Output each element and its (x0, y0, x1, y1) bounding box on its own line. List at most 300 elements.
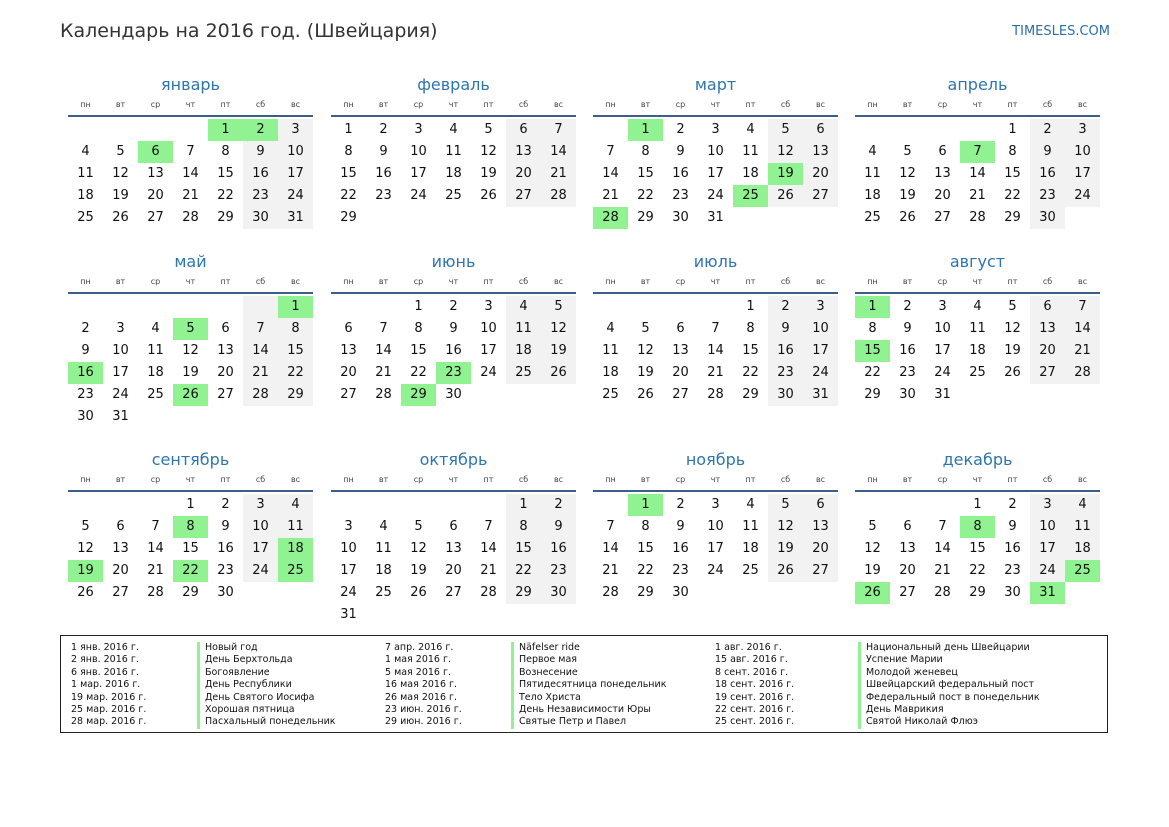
day-cell: 27 (803, 560, 838, 582)
day-cell: 20 (934, 188, 951, 203)
day-cell: 19 (899, 188, 916, 203)
month-name: январь (161, 75, 220, 94)
weekday-label: пн (343, 475, 354, 484)
day-cell: 4 (449, 122, 458, 137)
day-cell: 18 (1065, 538, 1100, 560)
weekday-label: пт (1007, 100, 1018, 109)
empty-cell (138, 296, 173, 318)
weekday-label: пн (867, 475, 878, 484)
day-cell: 4 (868, 144, 877, 159)
day-cell: 18 (742, 166, 759, 181)
day-cell: 8 (641, 519, 650, 534)
day-cell: 11 (506, 318, 541, 340)
day-cell: 9 (676, 519, 685, 534)
day-cell: 2 (676, 497, 685, 512)
day-cell: 16 (445, 343, 462, 358)
page-title: Календарь на 2016 год. (Швейцария) (60, 20, 438, 42)
day-cell: 26 (768, 560, 803, 582)
empty-cell (506, 207, 541, 229)
weekday-label: вт (115, 100, 126, 109)
day-cell: 4 (1065, 494, 1100, 516)
day-cell: 22 (278, 362, 313, 384)
weekday-label: ср (937, 475, 948, 484)
day-cell: 3 (414, 122, 423, 137)
empty-cell (628, 296, 663, 318)
month-name: февраль (417, 75, 490, 94)
weekday-label: чт (710, 475, 721, 484)
day-grid (855, 119, 1100, 229)
month-name: июнь (431, 252, 476, 271)
empty-cell (366, 207, 401, 229)
legend-date: 8 сент. 2016 г. (715, 666, 789, 678)
day-cell: 31 (278, 207, 313, 229)
weekday-label: ср (937, 100, 948, 109)
weekday-label: пн (605, 100, 616, 109)
weekday-label: чт (185, 475, 196, 484)
legend-date: 1 авг. 2016 г. (715, 642, 782, 653)
empty-cell (995, 384, 1030, 406)
empty-cell (243, 296, 278, 318)
weekday-label: вт (378, 277, 389, 286)
day-cell: 17 (243, 538, 278, 560)
day-cell: 9 (81, 343, 90, 358)
day-cell: 22 (410, 365, 427, 380)
day-cell: 12 (1004, 321, 1021, 336)
day-cell: 21 (541, 163, 576, 185)
day-cell: 4 (746, 497, 755, 512)
day-cell: 25 (375, 585, 392, 600)
day-cell: 12 (77, 541, 94, 556)
day-cell: 3 (344, 519, 353, 534)
day-cell: 6 (903, 519, 912, 534)
day-cell: 6 (938, 144, 947, 159)
day-cell: 1 (344, 122, 353, 137)
day-cell: 11 (602, 343, 619, 358)
day-cell: 26 (855, 582, 890, 604)
day-cell: 14 (480, 541, 497, 556)
day-cell: 18 (278, 538, 313, 560)
day-cell: 26 (637, 387, 654, 402)
legend-date: 7 апр. 2016 г. (385, 642, 454, 653)
day-cell: 5 (768, 494, 803, 516)
empty-cell (471, 494, 506, 516)
day-cell: 18 (77, 188, 94, 203)
day-cell: 14 (969, 166, 986, 181)
legend-holiday-name: Святой Николай Флюэ (866, 716, 978, 728)
day-cell: 28 (541, 185, 576, 207)
empty-cell (138, 494, 173, 516)
day-cell: 15 (637, 541, 654, 556)
month-2 (331, 75, 576, 229)
day-cell: 5 (868, 519, 877, 534)
day-cell: 11 (445, 144, 462, 159)
day-cell: 13 (899, 541, 916, 556)
day-cell: 16 (243, 163, 278, 185)
day-cell: 8 (746, 321, 755, 336)
day-cell: 27 (934, 210, 951, 225)
day-cell: 19 (112, 188, 129, 203)
day-cell: 20 (340, 365, 357, 380)
day-cell: 23 (899, 365, 916, 380)
day-cell: 1 (278, 296, 313, 318)
weekday-label: чт (972, 277, 983, 286)
weekday-label: сб (1042, 475, 1053, 484)
weekday-label: сб (255, 475, 266, 484)
day-cell: 17 (803, 340, 838, 362)
day-cell: 12 (864, 541, 881, 556)
weekday-label: чт (972, 475, 983, 484)
empty-cell (68, 296, 103, 318)
legend-date: 25 мар. 2016 г. (71, 703, 147, 715)
weekday-label: сб (1042, 100, 1053, 109)
legend-holiday-name: День Святого Иосифа (205, 691, 315, 703)
day-cell: 8 (960, 516, 995, 538)
day-cell: 29 (637, 210, 654, 225)
day-cell: 24 (1065, 185, 1100, 207)
day-cell: 1 (746, 299, 755, 314)
empty-cell (663, 296, 698, 318)
day-cell: 2 (768, 296, 803, 318)
day-cell: 13 (112, 541, 129, 556)
weekday-label: чт (448, 277, 459, 286)
legend-holiday-name: Национальный день Швейцарии (866, 642, 1030, 653)
weekday-label: вс (553, 277, 564, 286)
day-cell: 10 (1030, 516, 1065, 538)
day-cell: 18 (445, 166, 462, 181)
weekday-label: чт (448, 100, 459, 109)
day-cell: 19 (637, 365, 654, 380)
day-cell: 25 (77, 210, 94, 225)
month-11 (593, 450, 838, 604)
day-cell: 23 (217, 563, 234, 578)
day-cell: 7 (606, 144, 615, 159)
month-5 (68, 252, 313, 428)
empty-cell (960, 384, 995, 406)
weekday-header (593, 99, 838, 117)
empty-cell (366, 494, 401, 516)
day-cell: 20 (1030, 340, 1065, 362)
day-cell: 27 (506, 185, 541, 207)
day-cell: 22 (217, 188, 234, 203)
empty-cell (208, 296, 243, 318)
day-cell: 20 (112, 563, 129, 578)
weekday-label: вт (115, 277, 126, 286)
empty-cell (541, 384, 576, 406)
day-cell: 15 (278, 340, 313, 362)
empty-cell (331, 494, 366, 516)
day-cell: 12 (410, 541, 427, 556)
day-cell: 18 (147, 365, 164, 380)
day-cell: 11 (969, 321, 986, 336)
day-cell: 1 (506, 494, 541, 516)
day-cell: 17 (480, 343, 497, 358)
day-cell: 21 (602, 563, 619, 578)
empty-cell (698, 296, 733, 318)
day-cell: 1 (628, 494, 663, 516)
day-cell: 22 (742, 365, 759, 380)
legend-holiday-name: Молодой женевец (866, 666, 958, 678)
day-cell: 4 (151, 321, 160, 336)
legend-holiday-name: День Республики (205, 679, 292, 691)
day-cell: 14 (934, 541, 951, 556)
day-cell: 25 (445, 188, 462, 203)
month-1 (68, 75, 313, 229)
weekday-label: пн (80, 475, 91, 484)
day-cell: 17 (1030, 538, 1065, 560)
weekday-label: ср (413, 475, 424, 484)
day-cell: 21 (934, 563, 951, 578)
weekday-label: вт (640, 277, 651, 286)
day-cell: 10 (480, 321, 497, 336)
weekday-label: сб (518, 100, 529, 109)
legend-holiday-name: Богоявление (205, 666, 270, 678)
day-cell: 10 (410, 144, 427, 159)
day-cell: 22 (864, 365, 881, 380)
legend-names-col (858, 642, 1040, 729)
empty-cell (593, 119, 628, 141)
day-cell: 29 (182, 585, 199, 600)
day-cell: 19 (864, 563, 881, 578)
month-3 (593, 75, 838, 229)
day-cell: 27 (445, 585, 462, 600)
day-cell: 20 (803, 538, 838, 560)
empty-cell (890, 119, 925, 141)
day-cell: 28 (182, 210, 199, 225)
day-cell: 21 (480, 563, 497, 578)
legend-dates-col (715, 642, 794, 729)
day-cell: 1 (1008, 122, 1017, 137)
day-cell: 11 (1065, 516, 1100, 538)
day-cell: 20 (506, 163, 541, 185)
legend-holiday-name: Святые Петр и Павел (519, 716, 627, 728)
day-cell: 15 (637, 166, 654, 181)
day-cell: 28 (1065, 362, 1100, 384)
day-cell: 30 (217, 585, 234, 600)
month-name: июль (693, 252, 738, 271)
weekday-header (68, 276, 313, 294)
weekday-label: сб (1042, 277, 1053, 286)
day-cell: 23 (375, 188, 392, 203)
day-cell: 8 (1008, 144, 1017, 159)
day-cell: 1 (628, 119, 663, 141)
day-cell: 6 (803, 494, 838, 516)
day-cell: 20 (445, 563, 462, 578)
day-cell: 8 (278, 318, 313, 340)
day-cell: 8 (221, 144, 230, 159)
weekday-label: пн (605, 475, 616, 484)
day-cell: 15 (506, 538, 541, 560)
day-cell: 8 (173, 516, 208, 538)
day-cell: 14 (541, 141, 576, 163)
empty-cell (331, 296, 366, 318)
day-cell: 7 (379, 321, 388, 336)
day-cell: 6 (344, 321, 353, 336)
day-cell: 15 (969, 541, 986, 556)
day-cell: 22 (637, 188, 654, 203)
day-cell: 7 (541, 119, 576, 141)
day-cell: 23 (243, 185, 278, 207)
day-cell: 5 (484, 122, 493, 137)
legend-holiday-name: Успение Марии (866, 654, 943, 666)
weekday-label: ср (675, 277, 686, 286)
month-4 (855, 75, 1100, 229)
day-grid (68, 119, 313, 229)
legend-dates-col (385, 642, 462, 729)
day-cell: 9 (1030, 141, 1065, 163)
holiday-legend (60, 635, 1108, 733)
weekday-label: сб (518, 475, 529, 484)
day-cell: 2 (1008, 497, 1017, 512)
day-cell: 5 (173, 318, 208, 340)
day-cell: 15 (855, 340, 890, 362)
day-cell: 13 (934, 166, 951, 181)
weekday-label: пт (483, 277, 494, 286)
day-cell: 17 (410, 166, 427, 181)
day-cell: 27 (217, 387, 234, 402)
legend-holiday-name: Тело Христа (519, 691, 581, 703)
empty-cell (138, 406, 173, 428)
empty-cell (173, 296, 208, 318)
day-cell: 25 (506, 362, 541, 384)
weekday-label: вт (378, 100, 389, 109)
day-cell: 16 (375, 166, 392, 181)
day-cell: 24 (480, 365, 497, 380)
day-cell: 16 (217, 541, 234, 556)
weekday-header (68, 99, 313, 117)
day-cell: 26 (173, 384, 208, 406)
day-cell: 17 (112, 365, 129, 380)
day-cell: 31 (340, 607, 357, 622)
weekday-label: сб (518, 277, 529, 286)
day-cell: 28 (593, 207, 628, 229)
weekday-label: пт (1007, 475, 1018, 484)
month-10 (331, 450, 576, 626)
day-cell: 8 (506, 516, 541, 538)
weekday-label: вс (290, 277, 301, 286)
day-cell: 21 (707, 365, 724, 380)
day-cell: 5 (1008, 299, 1017, 314)
day-cell: 10 (112, 343, 129, 358)
day-cell: 28 (243, 384, 278, 406)
empty-cell (890, 494, 925, 516)
weekday-label: пт (220, 277, 231, 286)
day-cell: 29 (278, 384, 313, 406)
day-cell: 26 (77, 585, 94, 600)
weekday-label: пн (867, 277, 878, 286)
empty-cell (960, 119, 995, 141)
day-cell: 31 (707, 210, 724, 225)
weekday-label: пн (605, 277, 616, 286)
legend-date: 23 июн. 2016 г. (385, 703, 462, 715)
day-cell: 7 (606, 519, 615, 534)
day-grid (331, 494, 576, 626)
day-cell: 20 (217, 365, 234, 380)
month-9 (68, 450, 313, 604)
day-cell: 4 (278, 494, 313, 516)
weekday-label: ср (937, 277, 948, 286)
day-cell: 24 (803, 362, 838, 384)
day-cell: 26 (112, 210, 129, 225)
weekday-label: вс (553, 100, 564, 109)
day-cell: 13 (217, 343, 234, 358)
day-cell: 4 (379, 519, 388, 534)
day-cell: 27 (672, 387, 689, 402)
day-cell: 30 (77, 409, 94, 424)
day-cell: 4 (81, 144, 90, 159)
weekday-label: ср (413, 100, 424, 109)
day-cell: 1 (208, 119, 243, 141)
day-cell: 3 (711, 122, 720, 137)
empty-cell (243, 406, 278, 428)
empty-cell (471, 384, 506, 406)
day-cell: 29 (217, 210, 234, 225)
day-cell: 2 (541, 494, 576, 516)
month-7 (593, 252, 838, 406)
month-name: май (174, 252, 207, 271)
site-link[interactable]: TIMESLES.COM (1012, 24, 1110, 39)
day-cell: 9 (1008, 519, 1017, 534)
day-grid (855, 494, 1100, 604)
day-cell: 30 (1004, 585, 1021, 600)
day-cell: 29 (864, 387, 881, 402)
empty-cell (436, 604, 471, 626)
day-cell: 30 (672, 210, 689, 225)
day-cell: 18 (969, 343, 986, 358)
empty-cell (855, 494, 890, 516)
day-cell: 21 (969, 188, 986, 203)
legend-date: 2 янв. 2016 г. (71, 654, 139, 666)
day-cell: 24 (410, 188, 427, 203)
day-cell: 23 (672, 188, 689, 203)
weekday-label: вт (902, 100, 913, 109)
day-cell: 17 (707, 166, 724, 181)
day-cell: 21 (1065, 340, 1100, 362)
day-cell: 12 (112, 166, 129, 181)
day-cell: 18 (375, 563, 392, 578)
day-cell: 12 (637, 343, 654, 358)
day-cell: 9 (449, 321, 458, 336)
weekday-label: сб (780, 475, 791, 484)
day-cell: 29 (1004, 210, 1021, 225)
day-cell: 3 (278, 119, 313, 141)
day-cell: 29 (401, 384, 436, 406)
month-name: апрель (947, 75, 1008, 94)
day-cell: 17 (278, 163, 313, 185)
day-cell: 13 (445, 541, 462, 556)
day-cell: 11 (375, 541, 392, 556)
legend-names-col (511, 642, 666, 729)
day-cell: 3 (1065, 119, 1100, 141)
day-cell: 25 (147, 387, 164, 402)
weekday-label: чт (185, 277, 196, 286)
day-cell: 10 (707, 144, 724, 159)
day-cell: 7 (484, 519, 493, 534)
empty-cell (401, 604, 436, 626)
weekday-header (855, 99, 1100, 117)
day-cell: 9 (768, 318, 803, 340)
day-cell: 25 (1065, 560, 1100, 582)
day-cell: 1 (414, 299, 423, 314)
empty-cell (1030, 384, 1065, 406)
day-cell: 7 (243, 318, 278, 340)
day-cell: 10 (1065, 141, 1100, 163)
day-cell: 13 (506, 141, 541, 163)
day-cell: 17 (1065, 163, 1100, 185)
day-cell: 21 (182, 188, 199, 203)
day-cell: 30 (768, 384, 803, 406)
weekday-header (331, 99, 576, 117)
weekday-label: пн (80, 100, 91, 109)
